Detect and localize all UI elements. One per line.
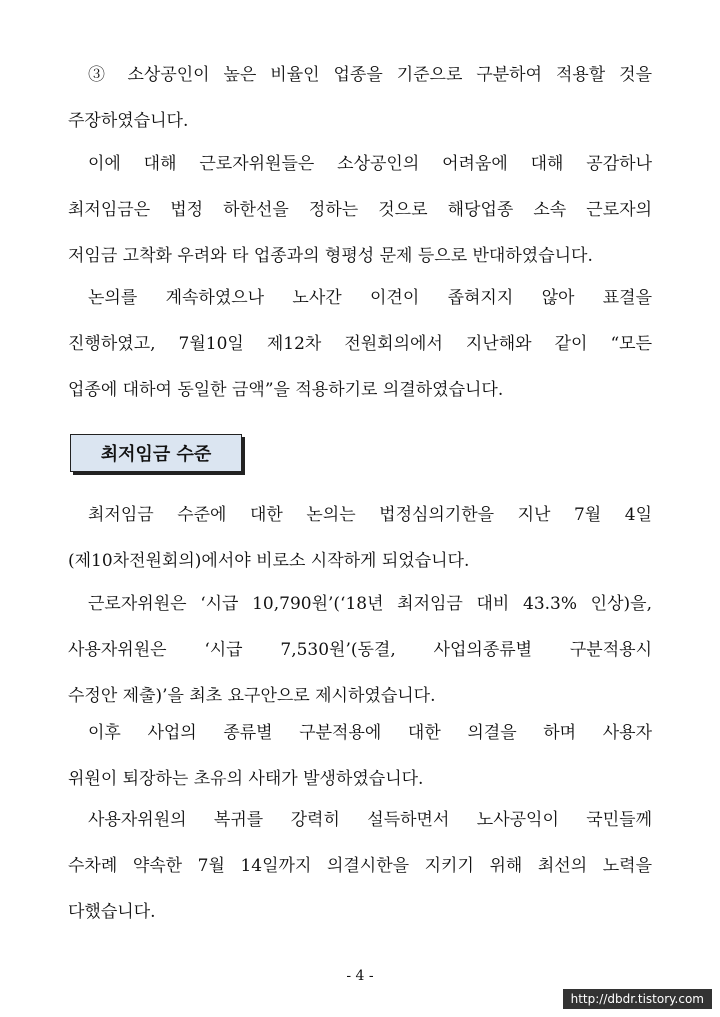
text-line: 사용자위원은 ‘시급 7,530원’(동결, 사업의종류별 구분적용시 xyxy=(68,640,652,660)
text-line: 이후 사업의 종류별 구분적용에 대한 의결을 하며 사용자 xyxy=(88,723,652,743)
text-line: 업종에 대하여 동일한 금액”을 적용하기로 의결하였습니다. xyxy=(68,380,504,400)
text-line: 최저임금은 법정 하한선을 정하는 것으로 해당업종 소속 근로자의 xyxy=(68,200,652,220)
text-line: 진행하였고, 7월10일 제12차 전원회의에서 지난해와 같이 “모든 xyxy=(68,334,652,354)
text-line: 다했습니다. xyxy=(68,902,156,922)
paragraph-worker-response xyxy=(68,141,652,279)
text-line: 근로자위원은 ‘시급 10,790원’(‘18년 최저임금 대비 43.3% 인상)을, xyxy=(88,594,652,614)
text-line: 위원이 퇴장하는 초유의 사태가 발생하였습니다. xyxy=(68,769,424,789)
paragraph-vote-result xyxy=(68,275,652,413)
paragraph-proposal-3 xyxy=(68,52,652,144)
text-line: 최저임금 수준에 대한 논의는 법정심의기한을 지난 7월 4일 xyxy=(88,505,652,525)
paragraph-deadline-effort xyxy=(68,797,652,935)
page-number: - 4 - xyxy=(346,968,374,984)
section-heading-box xyxy=(70,434,242,472)
text-line: (제10차전원회의)에서야 비로소 시작하게 되었습니다. xyxy=(68,551,470,571)
text-line: 이에 대해 근로자위원들은 소상공인의 어려움에 대해 공감하나 xyxy=(88,154,652,174)
text-line: 수차례 약속한 7월 14일까지 의결시한을 지키기 위해 최선의 노력을 xyxy=(68,856,652,876)
text-line: 논의를 계속하였으나 노사간 이견이 좁혀지지 않아 표결을 xyxy=(88,288,652,308)
text-line: 사용자위원의 복귀를 강력히 설득하면서 노사공익이 국민들께 xyxy=(88,810,652,830)
paragraph-discussion-start xyxy=(68,492,652,584)
text-line: ③ 소상공인이 높은 비율인 업종을 기준으로 구분하여 적용할 것을 xyxy=(88,65,652,85)
paragraph-initial-proposals xyxy=(68,581,652,719)
text-line: 주장하였습니다. xyxy=(68,111,189,131)
paragraph-employer-walkout xyxy=(68,710,652,802)
text-line: 수정안 제출)’을 최초 요구안으로 제시하였습니다. xyxy=(68,686,436,706)
text-line: 저임금 고착화 우려와 타 업종과의 형평성 문제 등으로 반대하였습니다. xyxy=(68,246,593,266)
watermark-url: http://dbdr.tistory.com xyxy=(563,989,712,1009)
section-heading: 최저임금 수준 xyxy=(100,444,212,465)
